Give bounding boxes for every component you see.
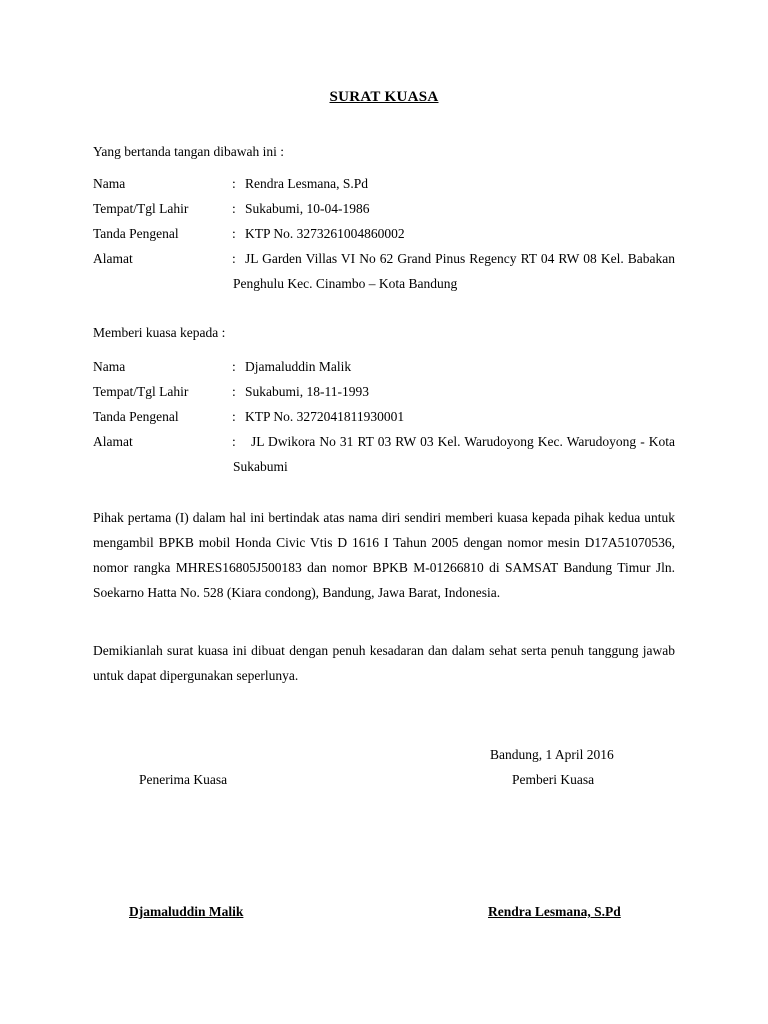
field-label: Tanda Pengenal: [93, 409, 179, 424]
receiver-signature-name: Djamaluddin Malik: [129, 904, 244, 919]
recipient-id-row: [93, 404, 675, 429]
field-label: Tempat/Tgl Lahir: [93, 201, 189, 216]
field-label: Alamat: [93, 251, 133, 266]
field-label: Nama: [93, 176, 126, 191]
field-separator: :: [232, 251, 236, 266]
field-separator: :: [232, 201, 236, 216]
giver-signature-name: Rendra Lesmana, S.Pd: [488, 904, 621, 919]
field-label: Tanda Pengenal: [93, 226, 179, 241]
field-separator: :: [232, 226, 236, 241]
field-separator: :: [232, 384, 236, 399]
recipient-address-value: JL Dwikora No 31 RT 03 RW 03 Kel. Warudoyong Kec. Warudoyong - Kota Sukabumi: [233, 434, 675, 474]
recipient-birth-value: Sukabumi, 18-11-1993: [245, 384, 369, 399]
place-date: Bandung, 1 April 2016: [490, 747, 614, 762]
giver-id-row: [93, 221, 675, 246]
receiver-label: Penerima Kuasa: [139, 772, 228, 787]
giver-birth-row: [93, 196, 675, 221]
field-label: Nama: [93, 359, 126, 374]
recipient-birth-row: [93, 379, 675, 404]
closing-paragraph: Demikianlah surat kuasa ini dibuat dengan penuh kesadaran dan dalam sehat serta penuh tanggung jawab untuk dapat dipergunakan seperlunya.: [93, 643, 675, 683]
giver-address-value: JL Garden Villas VI No 62 Grand Pinus Regency RT 04 RW 08 Kel. Babakan Penghulu Kec. Cinambo – Kota Bandung: [233, 251, 675, 291]
recipient-name-value: Djamaluddin Malik: [245, 359, 352, 374]
body-paragraph: Pihak pertama (I) dalam hal ini bertindak atas nama diri sendiri memberi kuasa kepada pihak kedua untuk mengambil BPKB mobil Honda Civic Vtis D 1616 I Tahun 2005 dengan nomor mesin D17A51070536, nomor rangka MHRES16805J500183 dan nomor BPKB M-01266810 di SAMSAT Bandung Timur Jln. Soekarno Hatta No. 528 (Kiara condong), Bandung, Jawa Barat, Indonesia.: [93, 510, 675, 600]
field-separator: :: [232, 176, 236, 191]
giver-name-row: [93, 171, 675, 196]
giver-birth-value: Sukabumi, 10-04-1986: [245, 201, 370, 216]
field-separator: :: [232, 409, 236, 424]
intro-text: Yang bertanda tangan dibawah ini :: [93, 144, 284, 159]
giver-name-value: Rendra Lesmana, S.Pd: [245, 176, 368, 191]
field-label: Alamat: [93, 434, 133, 449]
giver-label: Pemberi Kuasa: [512, 772, 595, 787]
recipient-id-value: KTP No. 3272041811930001: [245, 409, 405, 424]
document-title: SURAT KUASA: [329, 89, 439, 105]
recipient-name-row: [93, 354, 675, 379]
giver-id-value: KTP No. 3273261004860002: [245, 226, 405, 241]
field-separator: :: [232, 434, 236, 449]
recipient-intro-text: Memberi kuasa kepada :: [93, 325, 226, 340]
field-separator: :: [232, 359, 236, 374]
field-label: Tempat/Tgl Lahir: [93, 384, 189, 399]
